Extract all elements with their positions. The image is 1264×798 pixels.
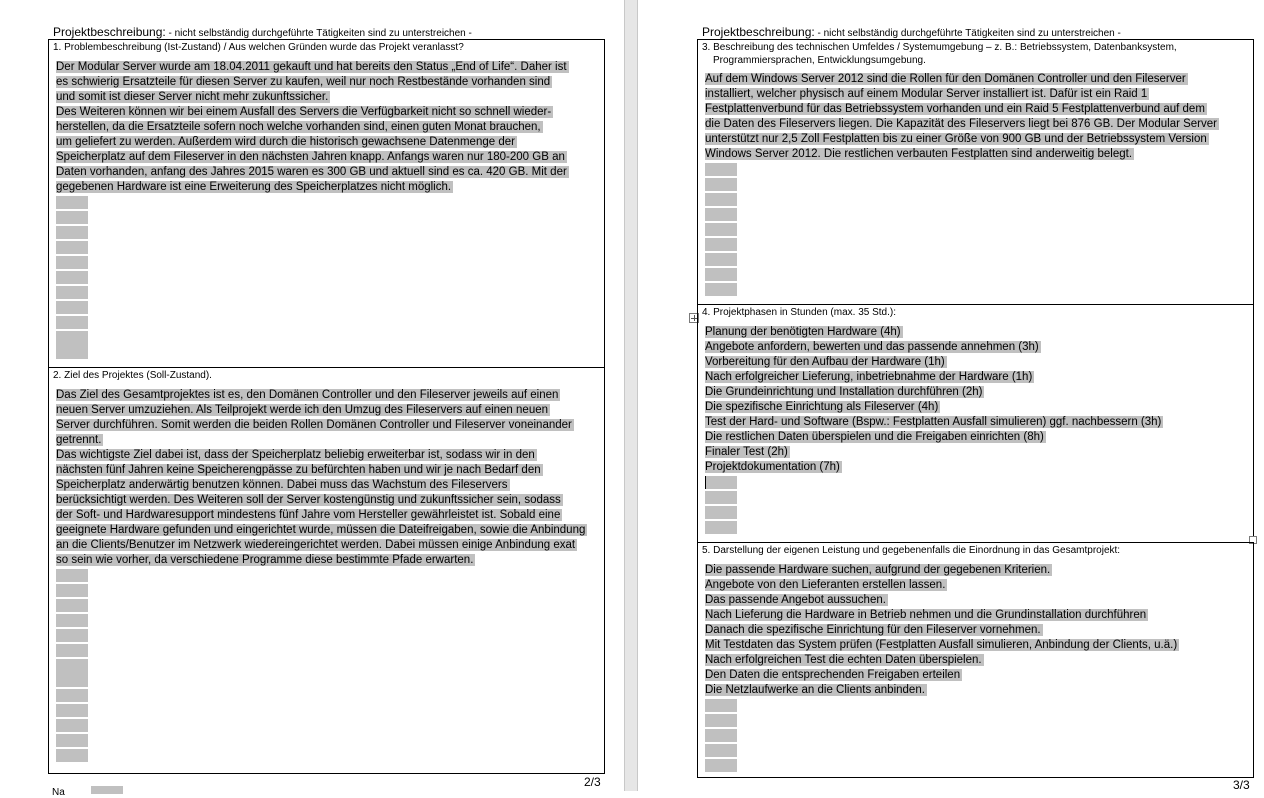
empty-paragraph-field[interactable] (705, 506, 737, 519)
section2-title: 2. Ziel des Projektes (Soll-Zustand). (53, 370, 212, 381)
phase-item[interactable]: Die spezifische Einrichtung als Fileserver (4h) (705, 401, 939, 413)
section3-text[interactable] (705, 72, 1219, 162)
section1-title: 1. Problembeschreibung (Ist-Zustand) / Aus welchen Gründen wurde das Projekt veranlasst? (53, 42, 464, 53)
section3-line[interactable]: Festplattenverbund für das Betriebssystem vorhanden und ein Raid 5 Festplattenverbund auf dem (705, 103, 1205, 115)
section4-phase-list[interactable] (705, 325, 1163, 475)
section3-line[interactable]: installiert, welcher physisch auf einem Modular Server installiert ist. Dafür ist ein Raid 1 (705, 88, 1148, 100)
section2-line[interactable]: nächsten fünf Jahren keine Speicherengpässe zu befürchten haben und wir je nach Bedarf den (56, 464, 541, 476)
empty-paragraph-field[interactable] (705, 253, 737, 266)
phase-item[interactable]: Die restlichen Daten überspielen und die Freigaben einrichten (8h) (705, 431, 1044, 443)
empty-paragraph-field[interactable] (56, 749, 88, 762)
empty-paragraph-field[interactable] (705, 729, 737, 742)
empty-paragraph-field[interactable] (705, 178, 737, 191)
empty-paragraph-field[interactable] (56, 734, 88, 747)
empty-paragraph-field[interactable] (56, 301, 88, 314)
empty-paragraph-field[interactable] (705, 759, 737, 772)
section3-line[interactable]: unterstützt nur 2,5 Zoll Festplatten bis zu einer Größe von 900 GB und der Betriebssystem Version (705, 133, 1207, 145)
section1-line[interactable]: Der Modular Server wurde am 18.04.2011 gekauft und hat bereits den Status „End of Life“. Daher ist (56, 61, 567, 73)
empty-paragraph-field[interactable] (56, 241, 88, 254)
section1-line[interactable]: um geliefert zu werden. Außerdem wird durch die historisch gewachsene Datenmenge der (56, 136, 515, 148)
section3-title-line2: Programmiersprachen, Entwicklungsumgebung. (713, 55, 926, 66)
page-gap-edge-right (637, 0, 638, 791)
empty-paragraph-field[interactable] (56, 689, 88, 702)
section2-line[interactable]: getrennt. (56, 434, 102, 446)
section1-line[interactable]: Speicherplatz auf dem Fileserver in den nächsten Jahren knapp. Anfangs waren nur 180-200 GB an (56, 151, 565, 163)
section3-title-line1: 3. Beschreibung des technischen Umfeldes / Systemumgebung – z. B.: Betriebssystem, Datenbanksystem, (702, 42, 1177, 53)
section3-title (702, 41, 1233, 67)
header-label: Projektbeschreibung: (702, 25, 815, 39)
page-gap-edge-left (624, 0, 625, 791)
phase-item[interactable]: Test der Hard- und Software (Bspw.: Festplatten Ausfall simulieren) ggf. nachbessern (3h) (705, 416, 1162, 428)
empty-paragraph-field[interactable] (705, 521, 737, 534)
empty-paragraph-field[interactable] (56, 256, 88, 269)
empty-paragraph-field[interactable] (705, 223, 737, 236)
phase-item[interactable]: Vorbereitung für den Aufbau der Hardware (1h) (705, 356, 945, 368)
section1-line[interactable]: gegebenen Hardware ist eine Erweiterung des Speicherplatzes nicht möglich. (56, 181, 452, 193)
contribution-item[interactable]: Mit Testdaten das System prüfen (Festplatten Ausfall simulieren, Anbindung der Clients, u.ä.) (705, 639, 1178, 651)
section2-line[interactable]: geeignete Hardware gefunden und eingerichtet wurde, müssen die Dateifreigaben, sowie die Anbindung (56, 524, 586, 536)
empty-paragraph-field[interactable] (705, 699, 737, 712)
empty-paragraph-field[interactable] (56, 211, 88, 224)
section1-line[interactable]: Daten vorhanden, anfang des Jahres 2015 waren es 300 GB und aktuell sind es ca. 420 GB. Mit der (56, 166, 567, 178)
section3-line[interactable]: Auf dem Windows Server 2012 sind die Rollen für den Domänen Controller und den Fileserver (705, 73, 1186, 85)
section2-line[interactable]: der Soft- und Hardwaresupport mindestens fünf Jahre vom Hersteller gewährleistet ist. Sobald eine (56, 509, 561, 521)
header-note: - nicht selbständig durchgeführte Tätigkeiten sind zu unterstreichen - (814, 28, 1121, 39)
empty-paragraph-field[interactable] (56, 316, 88, 329)
contribution-item[interactable]: Danach die spezifische Einrichtung für den Fileserver vornehmen. (705, 624, 1041, 636)
page-number: 3/3 (1233, 778, 1250, 792)
section2-line[interactable]: neuen Server umzuziehen. Als Teilprojekt werde ich den Umzug des Fileservers auf einen neuen (56, 404, 549, 416)
section4-empty-fields (705, 476, 737, 536)
header-note: - nicht selbständig durchgeführte Tätigkeiten sind zu unterstreichen - (165, 28, 472, 39)
empty-paragraph-field[interactable] (56, 584, 88, 597)
section1-empty-fields (56, 196, 88, 361)
phase-item[interactable]: Planung der benötigten Hardware (4h) (705, 326, 901, 338)
empty-paragraph-field[interactable] (705, 476, 737, 489)
section2-line[interactable]: an die Clients/Benutzer im Netzwerk wiedereingerichtet werden. Dabei müssen einige Anbindung exat (56, 539, 576, 551)
section2-line[interactable]: Server durchführen. Somit werden die beiden Rollen Domänen Controller und Fileserver voneinander (56, 419, 572, 431)
contribution-item[interactable]: Nach erfolgreichen Test die echten Daten überspielen. (705, 654, 982, 666)
section4-title: 4. Projektphasen in Stunden (max. 35 Std.): (702, 307, 896, 318)
section2-line[interactable]: Das Ziel des Gesamtprojektes ist es, den Domänen Controller und den Fileserver jeweils auf einen (56, 389, 559, 401)
footer-label: Na (52, 787, 65, 798)
empty-paragraph-field[interactable] (56, 644, 88, 657)
empty-paragraph-field[interactable] (56, 286, 88, 299)
section2-line[interactable]: Das wichtigste Ziel dabei ist, dass der Speicherplatz beliebig erweiterbar ist, sodass wir in den (56, 449, 535, 461)
section2-line[interactable]: berücksichtigt werden. Des Weiteren soll der Server kostengünstig und zukunftssicher sein, sodass (56, 494, 561, 506)
contribution-item[interactable]: Die Netzlaufwerke an die Clients anbinden. (705, 684, 925, 696)
section2-line[interactable]: so sein wie vorher, da verschiedene Programme diese bestimmte Pfade erwarten. (56, 554, 474, 566)
empty-paragraph-field[interactable] (56, 331, 88, 359)
contribution-item[interactable]: Den Daten die entsprechenden Freigaben erteilen (705, 669, 961, 681)
section1-text[interactable] (56, 60, 569, 195)
contribution-item[interactable]: Das passende Angebot aussuchen. (705, 594, 886, 606)
section3-line[interactable]: Windows Server 2012. Die restlichen verbauten Festplatten sind anderweitig belegt. (705, 148, 1133, 160)
section1-line[interactable]: und somit ist dieser Server nicht mehr zukunftssicher. (56, 91, 329, 103)
empty-paragraph-field[interactable] (56, 569, 88, 582)
empty-paragraph-field[interactable] (56, 226, 88, 239)
empty-paragraph-field[interactable] (705, 283, 737, 296)
phase-item[interactable]: Nach erfolgreicher Lieferung, inbetriebnahme der Hardware (1h) (705, 371, 1033, 383)
empty-paragraph-field[interactable] (56, 271, 88, 284)
empty-paragraph-field[interactable] (56, 599, 88, 612)
phase-item[interactable]: Projektdokumentation (7h) (705, 461, 840, 473)
section3-empty-fields (705, 163, 737, 298)
section5-text[interactable] (705, 563, 1179, 698)
page-number: 2/3 (584, 775, 601, 789)
section2-empty-fields (56, 569, 88, 764)
empty-paragraph-field[interactable] (705, 744, 737, 757)
empty-paragraph-field[interactable] (56, 704, 88, 717)
section3-line[interactable]: die Daten des Fileservers liegen. Die Kapazität des Fileservers liegt bei 876 GB. Der Modular Server (705, 118, 1217, 130)
empty-paragraph-field[interactable] (56, 196, 88, 209)
section1-line[interactable]: herstellen, da die Ersatzteile sofern noch welche vorhanden sind, einen guten Monat brauchen, (56, 121, 541, 133)
section1-line[interactable]: Des Weiteren können wir bei einem Ausfall des Servers die Verfügbarkeit nicht so schnell wieder- (56, 106, 552, 118)
section1-line[interactable]: es schwierig Ersatzteile für diesen Server zu kaufen, weil nur noch Restbestände vorhanden sind (56, 76, 551, 88)
header-label: Projektbeschreibung: (53, 25, 166, 39)
empty-paragraph-field[interactable] (56, 719, 88, 732)
footer-field[interactable] (91, 786, 123, 794)
contribution-item[interactable]: Angebote von den Lieferanten erstellen lassen. (705, 579, 946, 591)
empty-paragraph-field[interactable] (705, 208, 737, 221)
empty-paragraph-field[interactable] (705, 193, 737, 206)
section5-title: 5. Darstellung der eigenen Leistung und gegebenenfalls die Einordnung in das Gesamtprojekt: (702, 545, 1121, 556)
section2-text[interactable] (56, 388, 587, 568)
empty-paragraph-field[interactable] (56, 629, 88, 642)
section5-empty-fields (705, 699, 737, 774)
page-gap (624, 0, 638, 791)
contribution-item[interactable]: Die passende Hardware suchen, aufgrund der gegebenen Kriterien. (705, 564, 1051, 576)
empty-paragraph-field[interactable] (705, 491, 737, 504)
phase-item[interactable]: Finaler Test (2h) (705, 446, 788, 458)
phase-item[interactable]: Angebote anfordern, bewerten und das passende annehmen (3h) (705, 341, 1039, 353)
empty-paragraph-field[interactable] (56, 659, 88, 687)
phase-item[interactable]: Die Grundeinrichtung und Installation durchführen (2h) (705, 386, 983, 398)
empty-paragraph-field[interactable] (705, 238, 737, 251)
section2-line[interactable]: Speicherplatz anderwärtig benutzen können. Dabei muss das Wachstum des Fileservers (56, 479, 508, 491)
text-cursor (705, 476, 706, 489)
empty-paragraph-field[interactable] (705, 268, 737, 281)
empty-paragraph-field[interactable] (705, 714, 737, 727)
empty-paragraph-field[interactable] (56, 614, 88, 627)
empty-paragraph-field[interactable] (705, 163, 737, 176)
contribution-item[interactable]: Nach Lieferung die Hardware in Betrieb nehmen und die Grundinstallation durchführen (705, 609, 1147, 621)
